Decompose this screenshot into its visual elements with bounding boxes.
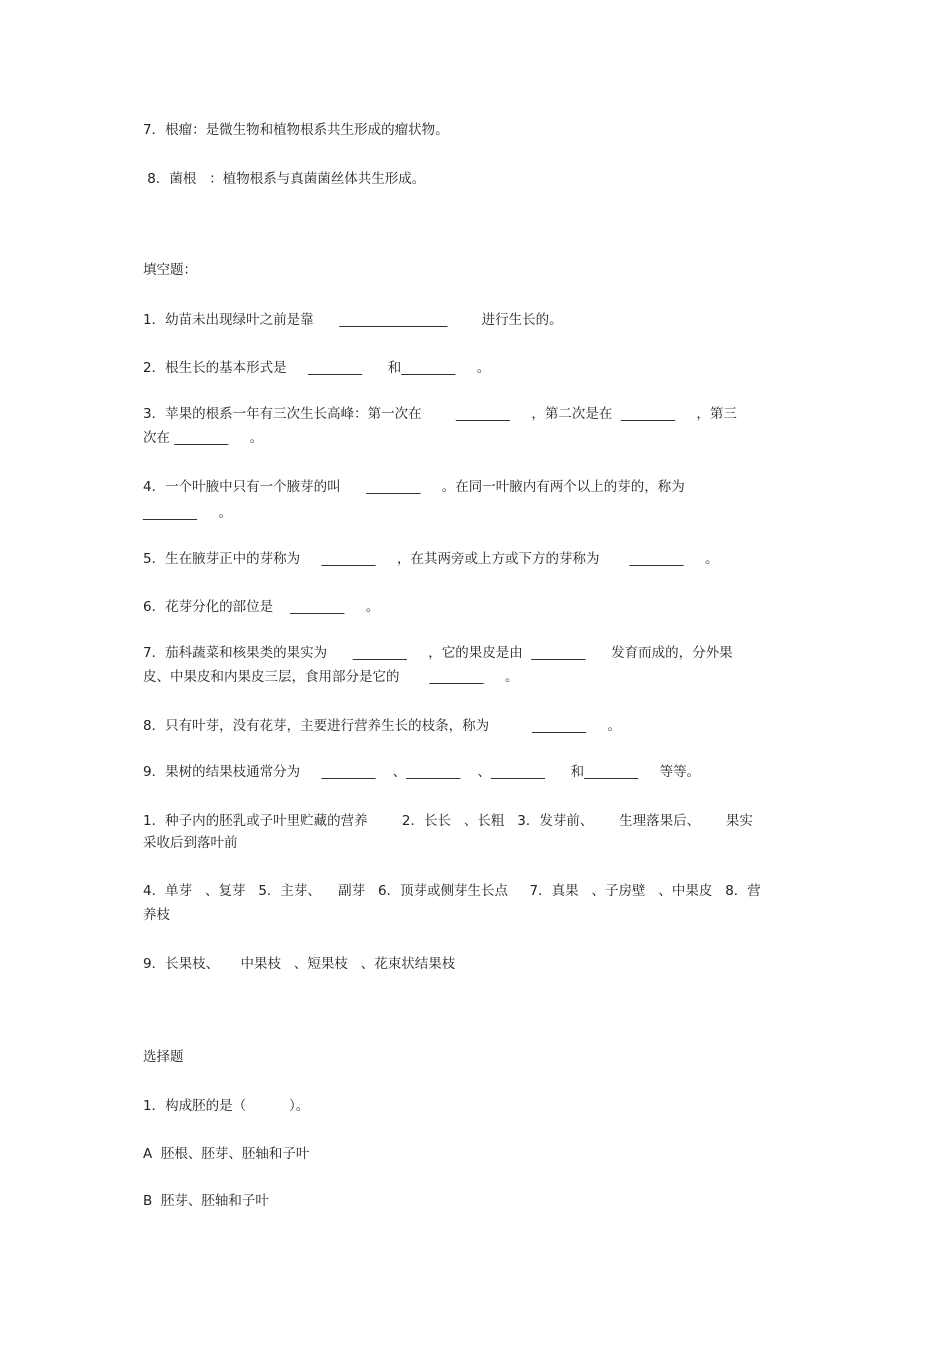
choice-option: B 胚芽、胚轴和子叶 (143, 1193, 269, 1209)
question-line: 1．幼苗未出现绿叶之前是靠 ________________ 进行生长的。 (143, 312, 563, 328)
definition-line: 8．菌根 ：植物根系与真菌菌丝体共生形成。 (143, 171, 426, 187)
answer-line: 1．种子内的胚乳或子叶里贮藏的营养 2．长长 、长粗 3．发芽前、 生理落果后、 果实 (143, 813, 753, 829)
section-heading-multiple-choice: 选择题 (143, 1049, 184, 1065)
section-heading-fill-blank: 填空题： (143, 262, 197, 278)
question-line: 2．根生长的基本形式是 ________ 和________ 。 (143, 360, 491, 376)
question-line: 8．只有叶芽，没有花芽，主要进行营养生长的枝条，称为 ________ 。 (143, 718, 621, 734)
answer-line: 4．单芽 、复芽 5．主芽、 副芽 6．顶芽或侧芽生长点 7．真果 、子房壁 、中果皮 8．营 (143, 883, 761, 899)
answer-line: 采收后到落叶前 (143, 835, 238, 851)
definition-line: 7．根瘤：是微生物和植物根系共生形成的瘤状物。 (143, 122, 449, 138)
answer-line: 养枝 (143, 907, 170, 923)
question-line: 5．生在腋芽正中的芽称为 ________ ，在其两旁或上方或下方的芽称为 ________ 。 (143, 551, 719, 567)
question-line: 4．一个叶腋中只有一个腋芽的叫 ________ 。在同一叶腋内有两个以上的芽的，称为 (143, 479, 685, 495)
question-line: 7．茄科蔬菜和核果类的果实为 ________ ，它的果皮是由 ________ 发育而成的，分外果 (143, 645, 733, 661)
question-line: 皮、中果皮和内果皮三层，食用部分是它的 ________ 。 (143, 669, 519, 685)
choice-question: 1．构成胚的是（ ）。 (143, 1098, 310, 1114)
question-line: 9．果树的结果枝通常分为 ________ 、________ 、________ 和________ 等等。 (143, 764, 701, 780)
question-line: 6．花芽分化的部位是 ________ 。 (143, 599, 380, 615)
question-line: 3．苹果的根系一年有三次生长高峰：第一次在 ________ ，第二次是在 ________ ，第三 (143, 406, 737, 422)
answer-line: 9．长果枝、 中果枝 、短果枝 、花束状结果枝 (143, 956, 456, 972)
choice-option: A 胚根、胚芽、胚轴和子叶 (143, 1146, 310, 1162)
question-line: ________ 。 (143, 505, 232, 521)
question-line: 次在 ________ 。 (143, 430, 264, 446)
